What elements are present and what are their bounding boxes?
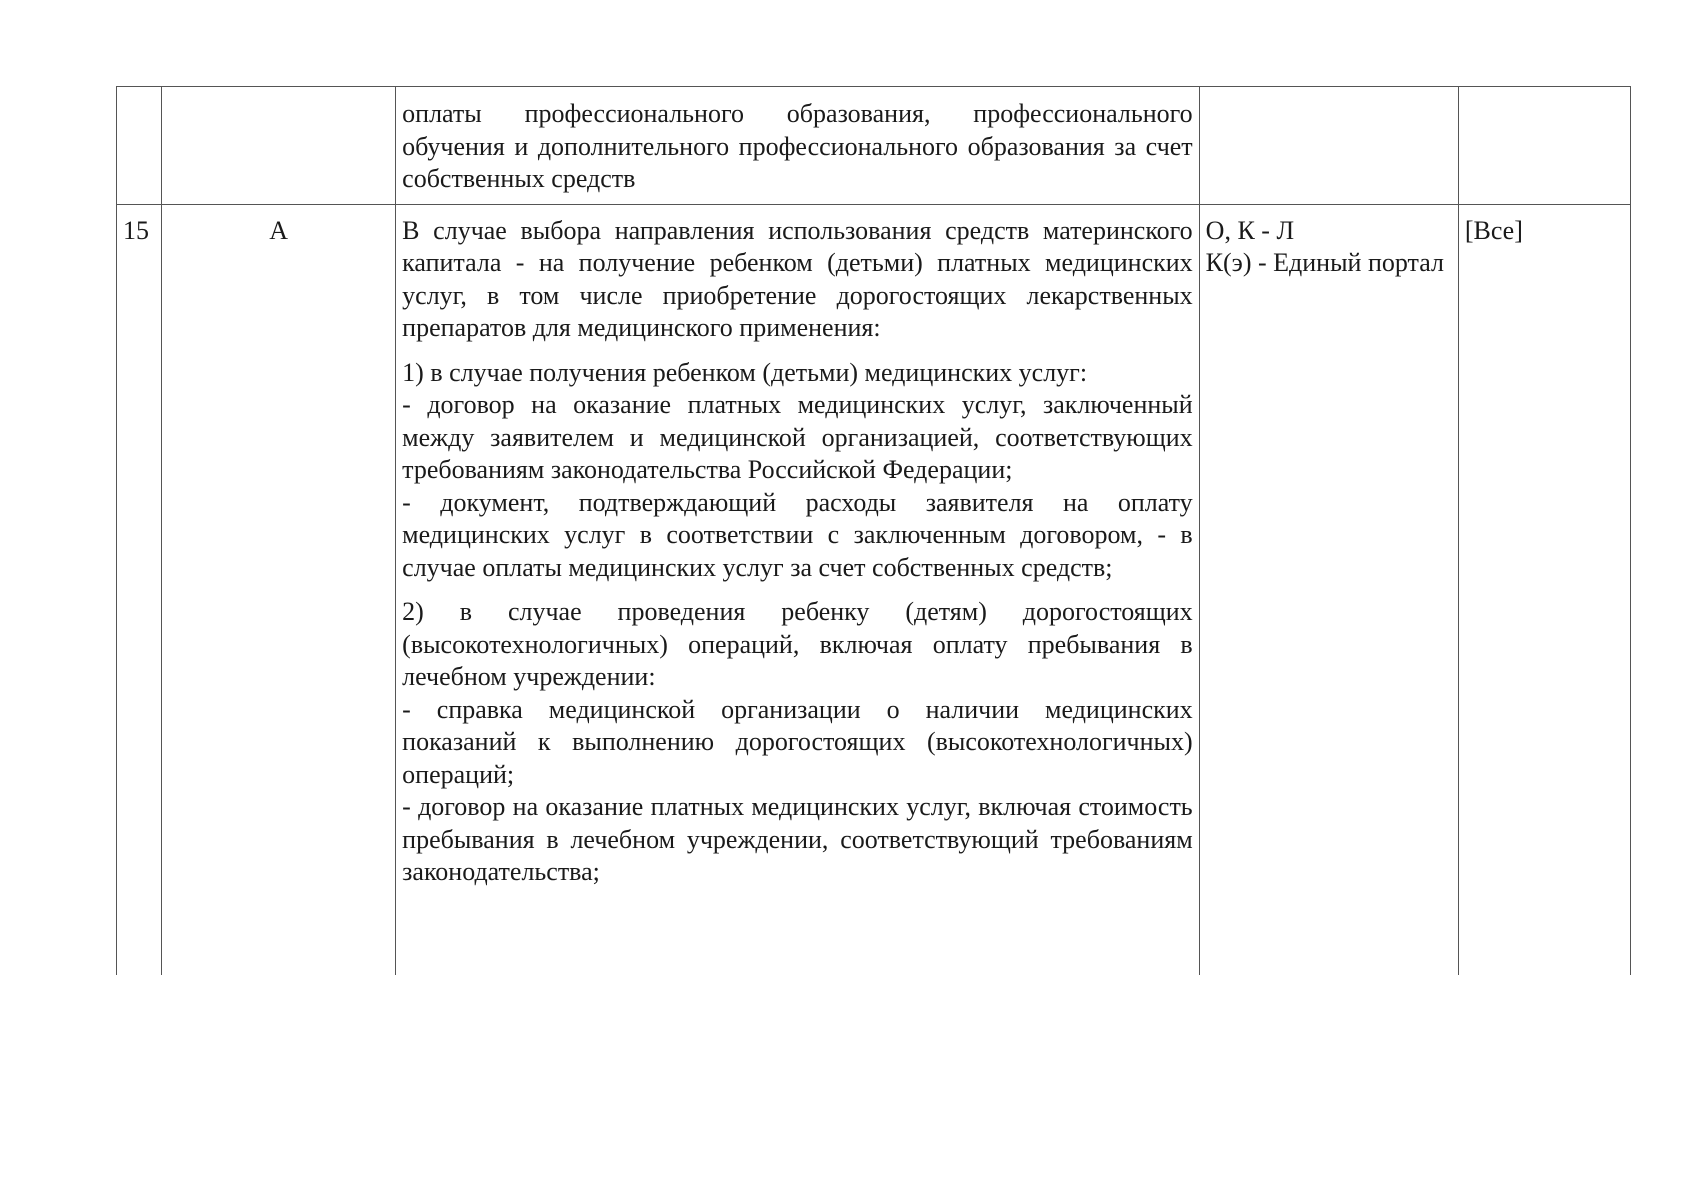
description-cell: [396, 87, 1200, 205]
documents-table: [116, 86, 1631, 975]
description-cell: [396, 204, 1200, 975]
row-code: А: [269, 215, 288, 245]
scope-cell: [1458, 204, 1630, 975]
item2-title: 2) в случае проведения ребенку (детям) дорогостоящих (высокотехнологичных) операций, включая оплату пребывания в лечебном учреждении:: [402, 597, 1193, 691]
number-cell: [117, 204, 162, 975]
row-number: 15: [123, 215, 149, 245]
code-cell: [162, 204, 396, 975]
item1-title: 1) в случае получения ребенком (детьми) медицинских услуг:: [402, 357, 1088, 387]
scope-cell: [1458, 87, 1630, 205]
item2-line1: - справка медицинской организации о наличии медицинских показаний к выполнению дорогостоящих (высокотехнологичных) операций;: [402, 694, 1193, 789]
method-cell: [1199, 87, 1458, 205]
intro-paragraph: В случае выбора направления использования средств материнского капитала - на получение ребенком (детьми) платных медицинских услуг, в том числе приобретение дорогостоящих лекарственных препаратов для медицинского применения:: [402, 215, 1193, 342]
method-cell: [1199, 204, 1458, 975]
scope-value: [Все]: [1464, 215, 1523, 245]
table-row: [117, 87, 1631, 205]
item1-line2: - документ, подтверждающий расходы заявителя на оплату медицинских услуг в соответствии с заключенным договором, - в случае оплаты медицинских услуг за счет собственных средств;: [402, 487, 1193, 582]
item2-line2: - договор на оказание платных медицинских услуг, включая стоимость пребывания в лечебном учреждении, соответствующий требованиям законодательства;: [402, 792, 1193, 886]
method-line1: О, К - Л: [1205, 215, 1295, 245]
continued-text: оплаты профессионального образования, профессионального обучения и дополнительного профессионального образования за счет собственных средств: [402, 99, 1193, 193]
code-cell: [162, 87, 396, 205]
method-line2: К(э) - Единый портал: [1205, 248, 1444, 277]
number-cell: [117, 87, 162, 205]
table-row: [117, 204, 1631, 975]
item1-line1: - договор на оказание платных медицинских услуг, заключенный между заявителем и медицинской организацией, соответствующих требованиям законодательства Российской Федерации;: [402, 390, 1193, 484]
